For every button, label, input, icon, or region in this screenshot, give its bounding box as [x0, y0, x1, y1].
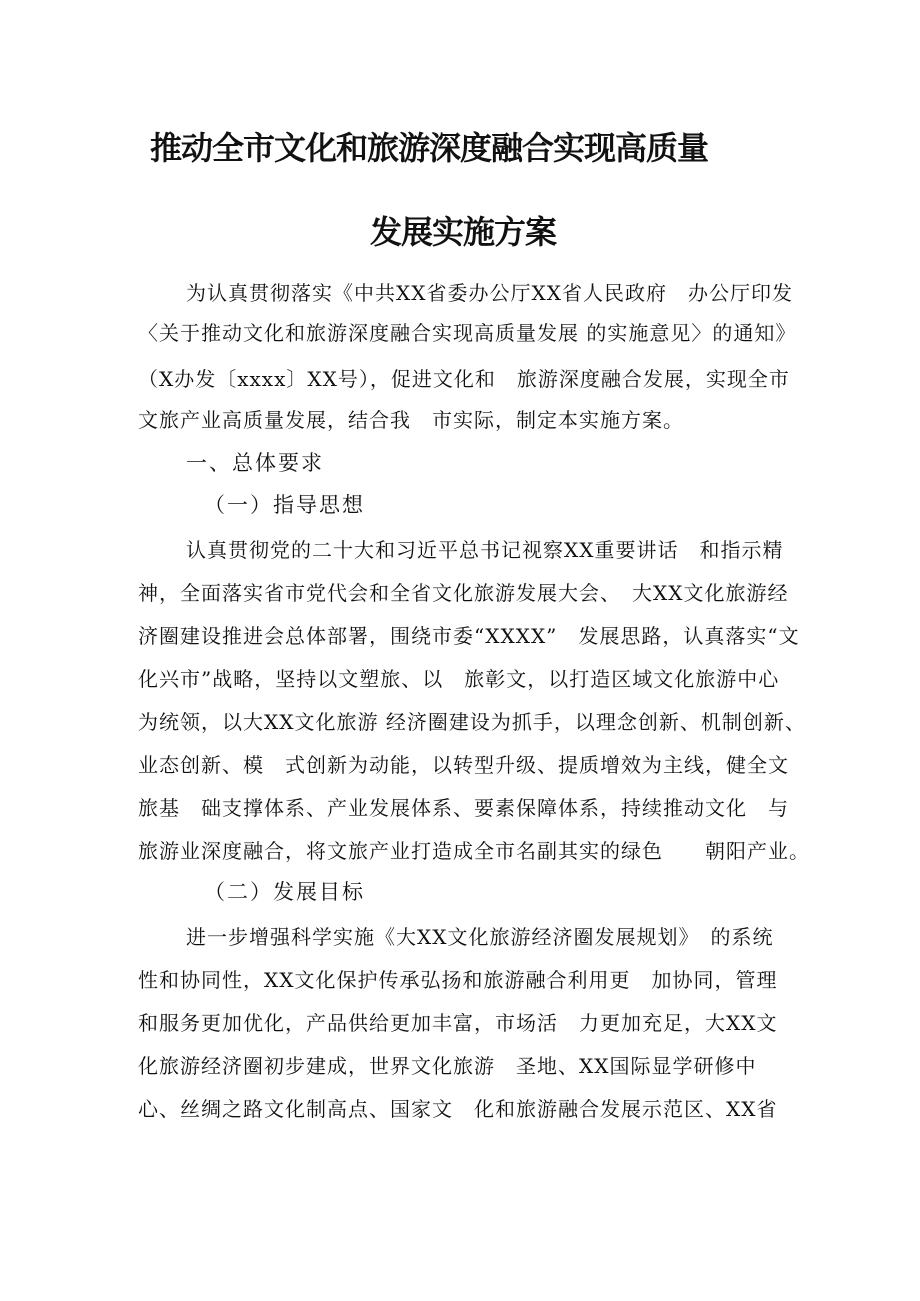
subsection-heading-guiding-ideology: （一）指导思想	[204, 493, 365, 517]
goals-line-2: 性和协同性，XX文化保护传承弘扬和旅游融合利用更 加协同，管理	[138, 968, 778, 992]
intro-line-3: （X办发〔xxxx〕XX号），促进文化和 旅游深度融合发展，实现全市	[138, 367, 790, 391]
intro-line-2: 〈关于推动文化和旅游深度融合实现高质量发展 的实施意见〉的通知》	[138, 321, 797, 345]
guiding-line-8: 旅游业深度融合，将文旅产业打造成全市名副其实的绿色 朝阳产业。	[138, 839, 810, 863]
goals-line-4: 化旅游经济圈初步建成，世界文化旅游 圣地、XX国际显学研修中	[138, 1054, 757, 1078]
section-heading-general-requirements: 一、总体要求	[186, 451, 324, 475]
guiding-line-2: 神，全面落实省市党代会和全省文化旅游发展大会、 大XX文化旅游经	[138, 581, 789, 605]
document-title-line-1: 推动全市文化和旅游深度融合实现高质量	[150, 129, 709, 167]
goals-line-5: 心、丝绸之路文化制高点、国家文 化和旅游融合发展示范区、XX省	[138, 1097, 778, 1121]
document-title-line-2: 发展实施方案	[370, 213, 557, 251]
goals-line-3: 和服务更加优化，产品供给更加丰富，市场活 力更加充足，大XX文	[138, 1011, 778, 1035]
guiding-line-3: 济圈建设推进会总体部署，围绕市委“XXXX” 发展思路，认真落实“文	[138, 624, 800, 648]
guiding-line-7: 旅基 础支撑体系、产业发展体系、要素保障体系，持续推动文化 与	[138, 796, 789, 820]
guiding-line-5: 为统领，以大XX文化旅游 经济圈建设为抓手，以理念创新、机制创新、	[138, 710, 806, 734]
subsection-heading-development-goals: （二）发展目标	[204, 880, 365, 904]
intro-line-4: 文旅产业高质量发展，结合我 市实际，制定本实施方案。	[138, 408, 684, 432]
guiding-line-1: 认真贯彻党的二十大和习近平总书记视察XX重要讲话 和指示精	[186, 538, 784, 562]
guiding-line-4: 化兴市”战略，坚持以文塑旅、以 旅彰文，以打造区域文化旅游中心	[138, 667, 780, 691]
goals-line-1: 进一步增强科学实施《大XX文化旅游经济圈发展规划》 的系统	[186, 925, 774, 949]
intro-line-1: 为认真贯彻落实《中共XX省委办公厅XX省人民政府 办公厅印发	[186, 281, 793, 305]
guiding-line-6: 业态创新、模 式创新为动能，以转型升级、提质增效为主线，健全文	[138, 753, 789, 777]
